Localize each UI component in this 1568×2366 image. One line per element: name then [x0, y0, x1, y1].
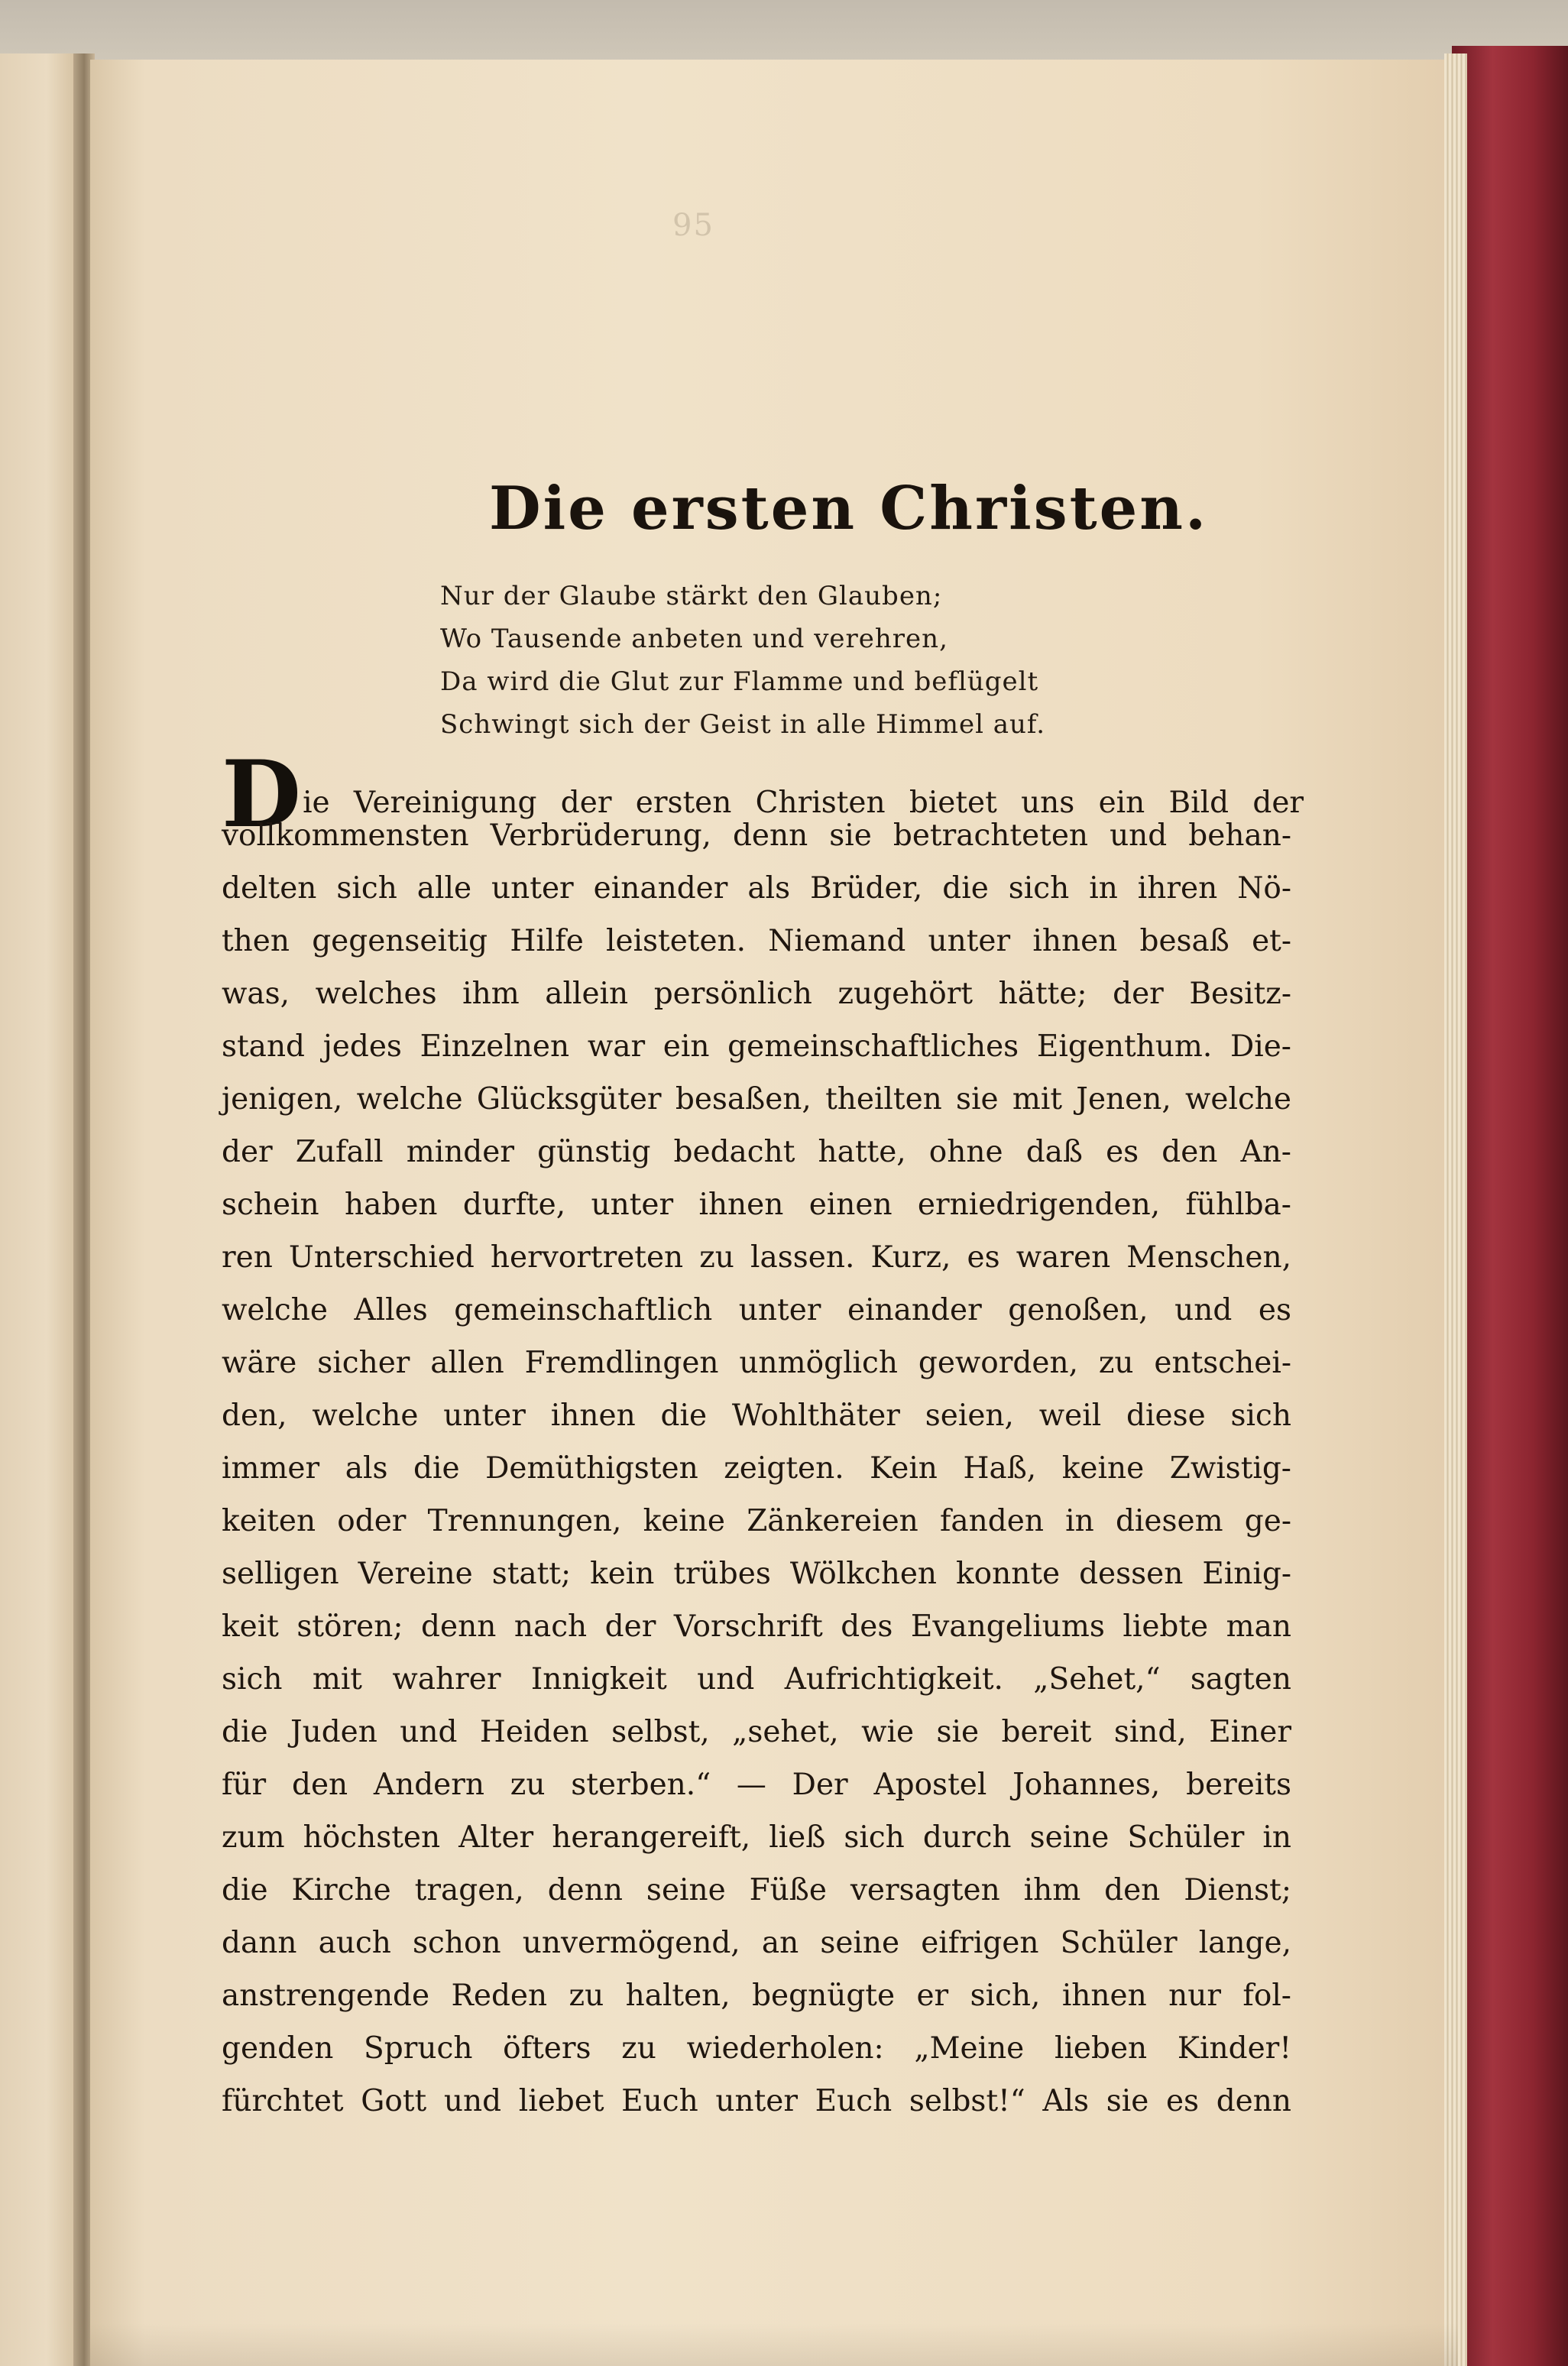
text-line: dann auch schon unvermögend, an seine eifrigen Schüler lange,	[222, 1926, 1291, 1960]
text-line: genden Spruch öfters zu wiederholen: „Meine lieben Kinder!	[222, 2031, 1291, 2066]
text-line: den, welche unter ihnen die Wohlthäter seien, weil diese sich	[222, 1399, 1291, 1433]
text-line: anstrengende Reden zu halten, begnügte er sich, ihnen nur fol-	[222, 1979, 1291, 2013]
epigraph-line: Nur der Glaube stärkt den Glauben;	[440, 581, 943, 611]
drop-cap: D	[222, 741, 302, 848]
chapter-title: Die ersten Christen.	[489, 474, 1209, 543]
scanner-background	[0, 0, 1568, 61]
text-line: stand jedes Einzelnen war ein gemeinschaftliches Eigenthum. Die-	[222, 1029, 1291, 1064]
text-line: delten sich alle unter einander als Brüder, die sich in ihren Nö-	[222, 871, 1291, 906]
epigraph-line: Da wird die Glut zur Flamme und beflügelt	[440, 666, 1039, 697]
text-line: keit stören; denn nach der Vorschrift des Evangeliums liebte man	[222, 1609, 1291, 1644]
book-cover-edge	[1452, 46, 1568, 2366]
text-line: für den Andern zu sterben.“ — Der Apostel Johannes, bereits	[222, 1768, 1291, 1802]
page-stack-edges	[1444, 53, 1467, 2366]
text-line: fürchtet Gott und liebet Euch unter Euch selbst!“ Als sie es denn	[222, 2084, 1291, 2118]
text-line: ie Vereinigung der ersten Christen bietet uns ein Bild der	[303, 786, 1304, 820]
bottom-shadow	[90, 2323, 1458, 2366]
text-line: schein haben durfte, unter ihnen einen erniedrigenden, fühlba-	[222, 1188, 1291, 1222]
text-line: der Zufall minder günstig bedacht hatte, ohne daß es den An-	[222, 1135, 1291, 1169]
text-line: zum höchsten Alter herangereift, ließ sich durch seine Schüler in	[222, 1820, 1291, 1855]
text-line: selligen Vereine statt; kein trübes Wölkchen konnte dessen Einig-	[222, 1557, 1291, 1591]
epigraph	[440, 575, 1051, 746]
text-line: wäre sicher allen Fremdlingen unmöglich geworden, zu entschei-	[222, 1346, 1291, 1380]
body-paragraph	[222, 741, 1304, 2128]
text-line: die Juden und Heiden selbst, „sehet, wie sie bereit sind, Einer	[222, 1715, 1291, 1749]
text-line: ren Unterschied hervortreten zu lassen. Kurz, es waren Menschen,	[222, 1240, 1291, 1275]
left-page-edge	[0, 53, 78, 2366]
text-line: keiten oder Trennungen, keine Zänkereien fanden in diesem ge-	[222, 1504, 1291, 1538]
text-line: sich mit wahrer Innigkeit und Aufrichtigkeit. „Sehet,“ sagten	[222, 1662, 1291, 1697]
page-number: 95	[672, 208, 714, 243]
text-line: immer als die Demüthigsten zeigten. Kein Haß, keine Zwistig-	[222, 1451, 1291, 1486]
epigraph-line: Wo Tausende anbeten und verehren,	[440, 624, 948, 654]
text-line: welche Alles gemeinschaftlich unter einander genoßen, und es	[222, 1293, 1291, 1327]
text-line: then gegenseitig Hilfe leisteten. Niemand unter ihnen besaß et-	[222, 924, 1291, 958]
epigraph-line: Schwingt sich der Geist in alle Himmel auf.	[440, 709, 1046, 740]
text-line: was, welches ihm allein persönlich zugehört hätte; der Besitz-	[222, 977, 1291, 1011]
text-line: vollkommensten Verbrüderung, denn sie betrachteten und behan-	[222, 818, 1291, 853]
text-line: die Kirche tragen, denn seine Füße versagten ihm den Dienst;	[222, 1873, 1291, 1907]
text-line: jenigen, welche Glücksgüter besaßen, theilten sie mit Jenen, welche	[222, 1082, 1291, 1117]
